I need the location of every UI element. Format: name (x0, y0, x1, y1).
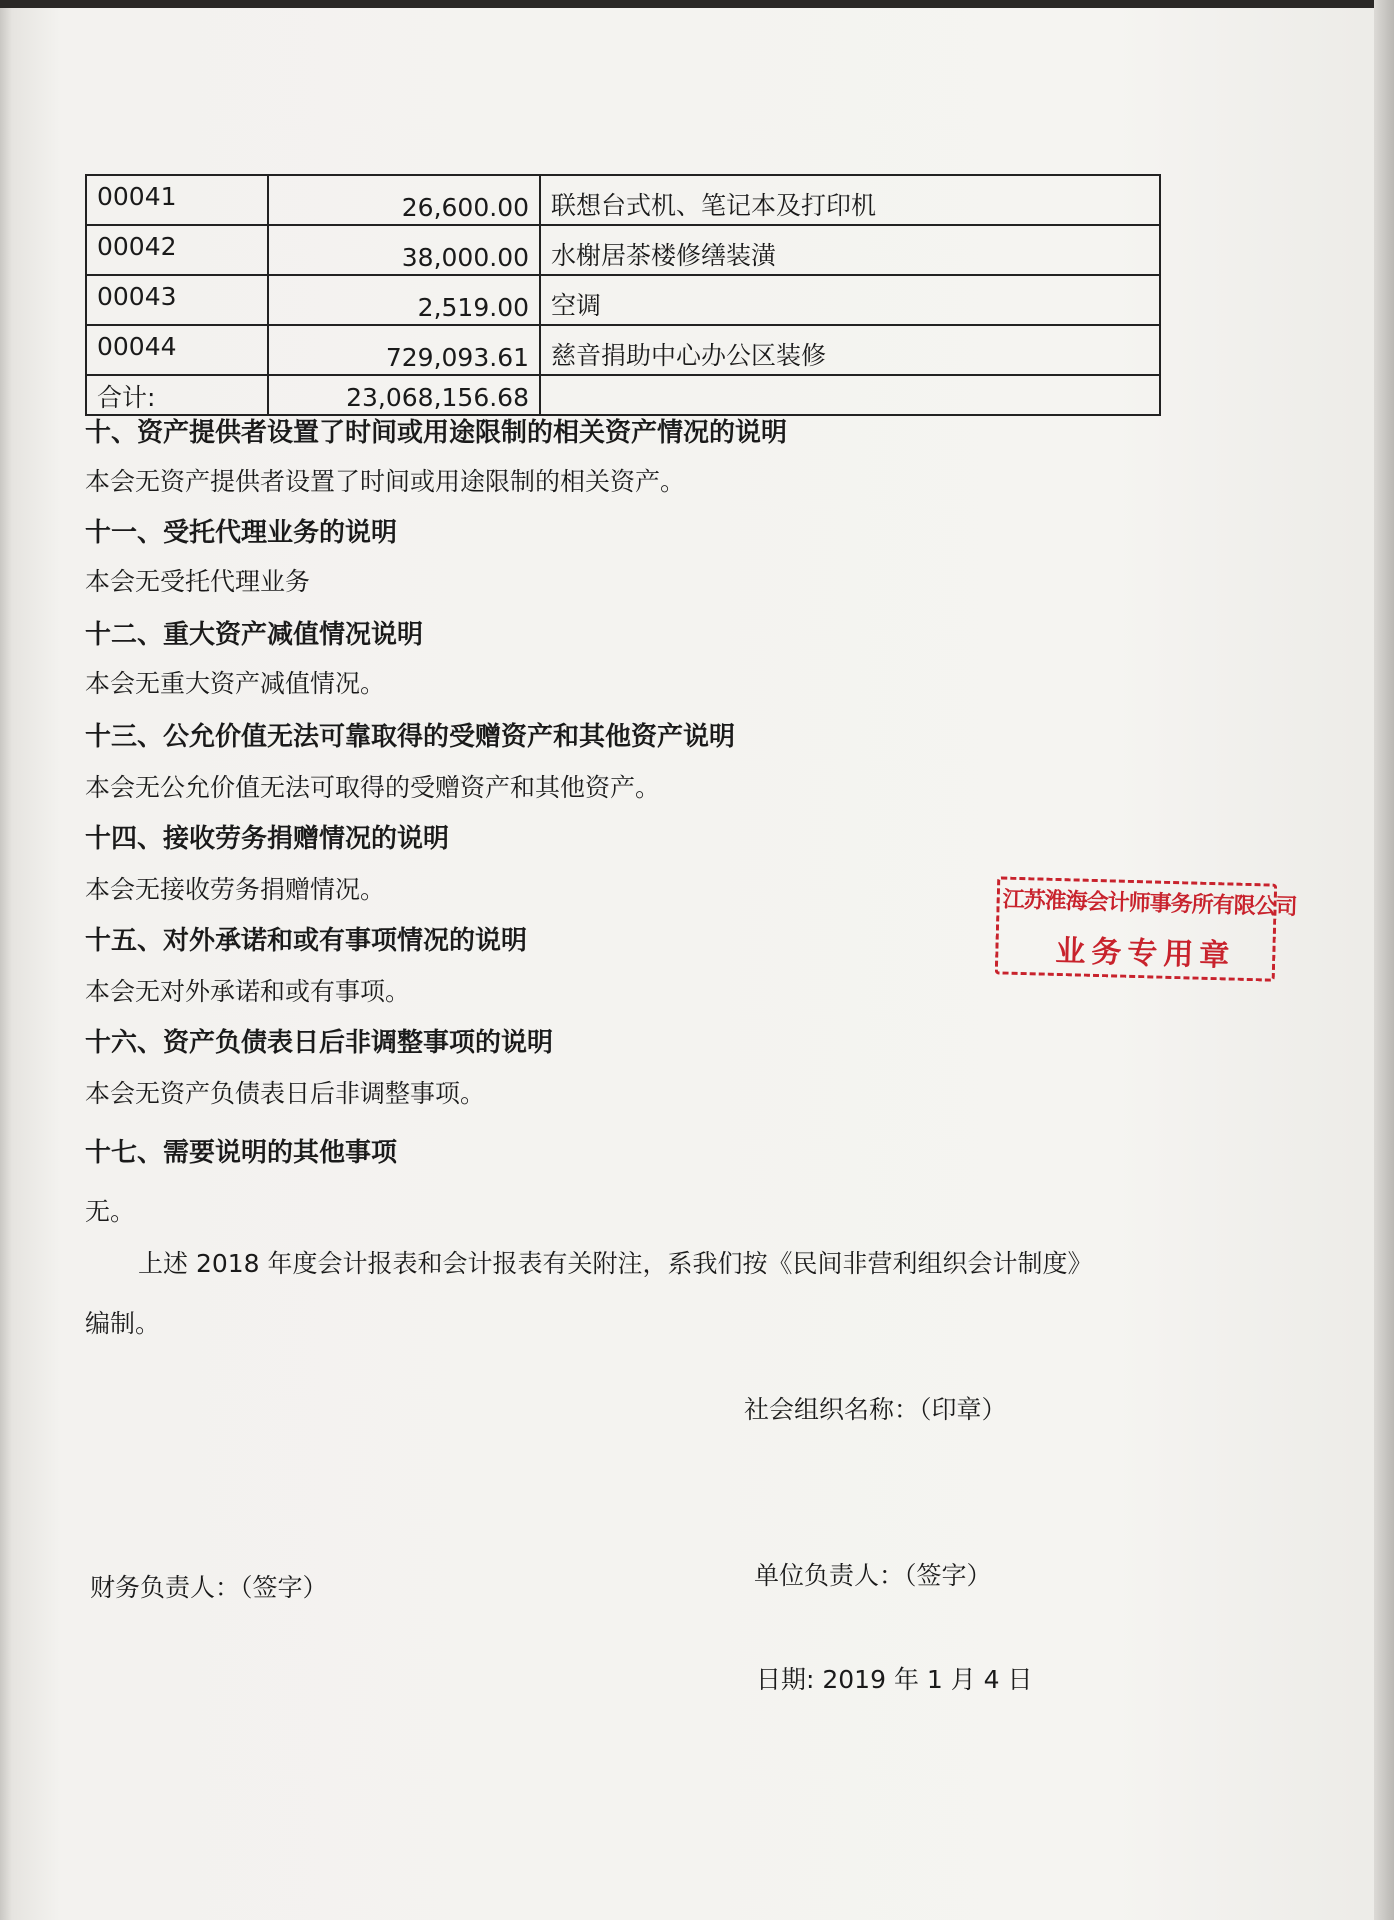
table-total-row (86, 375, 1160, 415)
asset-amount: 729,093.61 (268, 325, 540, 375)
section-body-16: 本会无资产负债表日后非调整事项。 (85, 1079, 486, 1108)
section-heading-12: 十二、重大资产减值情况说明 (85, 620, 424, 650)
table-row (86, 325, 1160, 375)
asset-amount: 26,600.00 (268, 175, 540, 225)
section-heading-13: 十三、公允价值无法可靠取得的受赠资产和其他资产说明 (85, 722, 736, 752)
asset-description: 联想台式机、笔记本及打印机 (540, 175, 1160, 225)
section-heading-14: 十四、接收劳务捐赠情况的说明 (85, 824, 450, 854)
company-seal (995, 876, 1297, 979)
table-row (86, 275, 1160, 325)
org-name-signature: 社会组织名称：（印章） (744, 1395, 1007, 1424)
section-body-10: 本会无资产提供者设置了时间或用途限制的相关资产。 (85, 467, 686, 496)
asset-code: 00044 (86, 325, 268, 375)
table-row (86, 175, 1160, 225)
seal-text-purpose: 业务专用章 (1054, 933, 1236, 974)
asset-description: 慈音捐助中心办公区装修 (540, 325, 1160, 375)
unit-head-signature: 单位负责人：（签字） (754, 1561, 992, 1590)
scan-edge-right (1374, 0, 1394, 1920)
section-body-11: 本会无受托代理业务 (85, 567, 311, 596)
table-row (86, 225, 1160, 275)
asset-code: 00041 (86, 175, 268, 225)
section-body-17: 无。 (85, 1197, 136, 1226)
finance-head-signature: 财务负责人：（签字） (90, 1573, 328, 1602)
asset-description: 水榭居茶楼修缮装潢 (540, 225, 1160, 275)
total-amount: 23,068,156.68 (268, 375, 540, 415)
section-heading-17: 十七、需要说明的其他事项 (85, 1138, 398, 1168)
asset-description: 空调 (540, 275, 1160, 325)
section-body-13: 本会无公允价值无法可取得的受赠资产和其他资产。 (85, 773, 661, 802)
signing-date: 日期: 2019 年 1 月 4 日 (756, 1665, 1033, 1694)
closing-paragraph-line1: 上述 2018 年度会计报表和会计报表有关附注，系我们按《民间非营利组织会计制度》 (138, 1249, 1093, 1278)
section-body-12: 本会无重大资产减值情况。 (85, 669, 386, 698)
total-label: 合计: (86, 375, 268, 415)
asset-code: 00043 (86, 275, 268, 325)
asset-amount: 2,519.00 (268, 275, 540, 325)
asset-code: 00042 (86, 225, 268, 275)
section-heading-10: 十、资产提供者设置了时间或用途限制的相关资产情况的说明 (85, 418, 788, 448)
closing-paragraph-line2: 编制。 (85, 1309, 161, 1338)
section-heading-11: 十一、受托代理业务的说明 (85, 518, 398, 548)
section-body-14: 本会无接收劳务捐赠情况。 (85, 875, 386, 904)
scan-edge-top (0, 0, 1394, 8)
total-description-empty (540, 375, 1160, 415)
section-heading-16: 十六、资产负债表日后非调整事项的说明 (85, 1028, 554, 1058)
asset-table (85, 174, 1161, 416)
section-body-15: 本会无对外承诺和或有事项。 (85, 977, 411, 1006)
section-heading-15: 十五、对外承诺和或有事项情况的说明 (85, 926, 528, 956)
seal-text-company: 江苏淮海会计师事务所有限公司 (1002, 887, 1297, 921)
asset-amount: 38,000.00 (268, 225, 540, 275)
